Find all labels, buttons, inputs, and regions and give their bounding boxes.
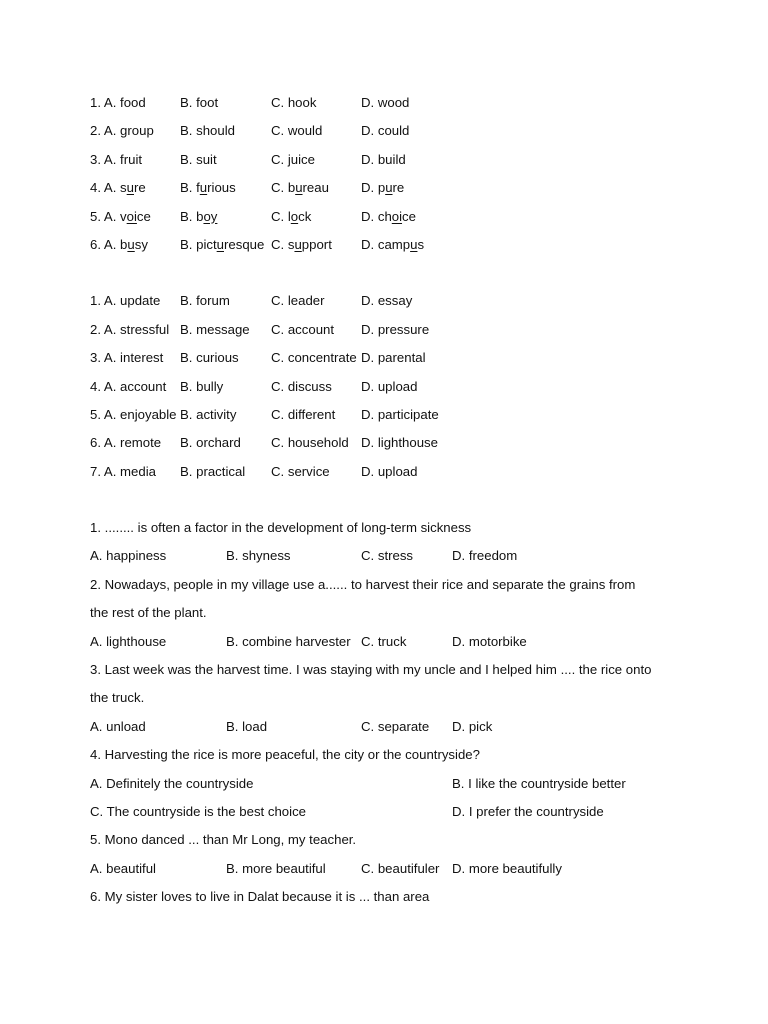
answer-option: D. freedom bbox=[452, 548, 518, 564]
answer-option: A. lighthouse bbox=[90, 633, 167, 649]
word-part: s bbox=[417, 236, 425, 252]
word-part: ce bbox=[402, 208, 416, 224]
word-part: re bbox=[134, 180, 146, 196]
question-text: 2. Nowadays, people in my village use a...... to harvest their rice and separate the grains from bbox=[90, 576, 636, 592]
question-stem bbox=[90, 659, 690, 687]
answer-option: D. I prefer the countryside bbox=[452, 803, 604, 819]
option-cell bbox=[271, 177, 329, 199]
option-cell: C. household bbox=[271, 435, 349, 451]
pronunciation-question-row bbox=[90, 206, 690, 234]
option-cell: B. bully bbox=[180, 378, 224, 394]
option-cell: B. orchard bbox=[180, 435, 241, 451]
option-cell: D. pressure bbox=[361, 321, 430, 337]
word-part: B. b bbox=[180, 208, 204, 224]
word-part: reau bbox=[302, 180, 329, 196]
underlined-sound: u bbox=[127, 236, 135, 252]
word-part: C. s bbox=[271, 236, 295, 252]
word-part: B. pict bbox=[180, 236, 217, 252]
option-cell bbox=[361, 234, 424, 256]
underlined-sound: u bbox=[199, 180, 208, 196]
option-cell: 3. A. interest bbox=[90, 350, 164, 366]
option-cell bbox=[271, 206, 311, 228]
stress-question-row bbox=[90, 319, 690, 347]
option-cell: C. juice bbox=[271, 151, 315, 167]
option-cell: D. lighthouse bbox=[361, 435, 438, 451]
option-cell: C. service bbox=[271, 463, 330, 479]
answer-option: D. pick bbox=[452, 718, 493, 734]
question-stem bbox=[90, 517, 690, 545]
answer-option: A. happiness bbox=[90, 548, 167, 564]
question-text: 1. ........ is often a factor in the development of long-term sickness bbox=[90, 520, 472, 536]
option-cell bbox=[361, 206, 416, 228]
pronunciation-question-row bbox=[90, 177, 690, 205]
word-part: D. ch bbox=[361, 208, 392, 224]
underlined-sound: u bbox=[294, 236, 302, 252]
word-part: sy bbox=[134, 236, 148, 252]
option-cell: 1. A. food bbox=[90, 95, 146, 110]
answer-option: B. I like the countryside better bbox=[452, 775, 626, 791]
option-cell: C. hook bbox=[271, 95, 317, 110]
question-stem bbox=[90, 829, 690, 857]
answer-option: C. separate bbox=[361, 718, 430, 734]
option-cell: D. upload bbox=[361, 378, 418, 394]
pronunciation-question-row bbox=[90, 234, 690, 262]
section-gap bbox=[90, 262, 690, 290]
answer-option: C. truck bbox=[361, 633, 407, 649]
section-gap bbox=[90, 489, 690, 517]
word-part: 4. A. s bbox=[90, 180, 127, 196]
option-cell: C. different bbox=[271, 406, 336, 422]
option-cell: D. essay bbox=[361, 293, 413, 309]
answer-option: A. unload bbox=[90, 718, 146, 734]
stress-question-row bbox=[90, 347, 690, 375]
option-cell bbox=[271, 234, 332, 256]
question-stem bbox=[90, 886, 690, 914]
option-cell: D. upload bbox=[361, 463, 418, 479]
option-cell: B. foot bbox=[180, 95, 219, 110]
stress-section bbox=[90, 290, 690, 489]
option-cell: B. activity bbox=[180, 406, 237, 422]
answer-options-row bbox=[90, 545, 690, 573]
option-cell: 1. A. update bbox=[90, 293, 161, 309]
question-text: 3. Last week was the harvest time. I was staying with my uncle and I helped him .... the rice onto bbox=[90, 662, 652, 678]
question-stem bbox=[90, 687, 690, 715]
worksheet-content bbox=[90, 92, 690, 915]
word-part: 6. A. b bbox=[90, 236, 128, 252]
answer-option: D. more beautifully bbox=[452, 860, 562, 876]
answer-option: C. The countryside is the best choice bbox=[90, 803, 306, 819]
underlined-sound: u bbox=[216, 236, 224, 252]
option-cell bbox=[90, 206, 151, 228]
option-cell bbox=[180, 177, 236, 199]
word-part: ck bbox=[298, 208, 312, 224]
option-cell bbox=[90, 177, 146, 199]
underlined-sound: u bbox=[410, 236, 418, 252]
word-part: pport bbox=[301, 236, 332, 252]
word-part: 5. A. v bbox=[90, 208, 127, 224]
question-text: the rest of the plant. bbox=[90, 605, 207, 621]
option-cell: 2. A. group bbox=[90, 123, 154, 139]
option-cell: D. participate bbox=[361, 406, 439, 422]
word-part: D. p bbox=[361, 180, 386, 196]
question-text: 4. Harvesting the rice is more peaceful, the city or the countryside? bbox=[90, 747, 480, 763]
question-stem bbox=[90, 602, 690, 630]
pronunciation-question-row bbox=[90, 120, 690, 148]
underlined-sound: oi bbox=[391, 208, 403, 224]
stress-question-row bbox=[90, 376, 690, 404]
answer-options-row bbox=[90, 773, 690, 801]
pronunciation-section bbox=[90, 92, 690, 262]
word-part: re bbox=[392, 180, 405, 196]
option-cell: 7. A. media bbox=[90, 463, 156, 479]
option-cell: B. message bbox=[180, 321, 250, 337]
option-cell bbox=[180, 234, 264, 256]
option-cell: B. forum bbox=[180, 293, 230, 309]
underlined-sound: u bbox=[126, 180, 134, 196]
answer-option: B. combine harvester bbox=[226, 633, 351, 649]
word-part: C. l bbox=[271, 208, 291, 224]
answer-option: B. more beautiful bbox=[226, 860, 326, 876]
stress-question-row bbox=[90, 461, 690, 489]
word-part: B. f bbox=[180, 180, 200, 196]
option-cell: B. should bbox=[180, 123, 235, 139]
option-cell: 5. A. enjoyable bbox=[90, 406, 177, 422]
option-cell: C. concentrate bbox=[271, 350, 357, 366]
option-cell bbox=[90, 234, 148, 256]
underlined-sound: oy bbox=[203, 208, 218, 224]
answer-options-row bbox=[90, 858, 690, 886]
word-part: C. b bbox=[271, 180, 296, 196]
answer-option: A. beautiful bbox=[90, 860, 156, 876]
option-cell: 2. A. stressful bbox=[90, 321, 170, 337]
underlined-sound: oi bbox=[126, 208, 137, 224]
word-part: ce bbox=[136, 208, 151, 224]
option-cell: 4. A. account bbox=[90, 378, 167, 394]
question-stem bbox=[90, 744, 690, 772]
answer-option: D. motorbike bbox=[452, 633, 527, 649]
word-part: D. camp bbox=[361, 236, 411, 252]
question-text: the truck. bbox=[90, 690, 145, 706]
option-cell: B. curious bbox=[180, 350, 239, 366]
stress-question-row bbox=[90, 404, 690, 432]
word-part: resque bbox=[224, 236, 265, 252]
pronunciation-question-row bbox=[90, 149, 690, 177]
pronunciation-question-row bbox=[90, 92, 690, 120]
underlined-sound: u bbox=[385, 180, 393, 196]
question-stem bbox=[90, 574, 690, 602]
multiple-choice-section bbox=[90, 517, 690, 914]
answer-option: C. beautifuler bbox=[361, 860, 440, 876]
stress-question-row bbox=[90, 432, 690, 460]
option-cell: 6. A. remote bbox=[90, 435, 162, 451]
option-cell: C. account bbox=[271, 321, 335, 337]
option-cell: B. practical bbox=[180, 463, 246, 479]
option-cell: D. could bbox=[361, 123, 410, 139]
answer-option: B. load bbox=[226, 718, 268, 734]
option-cell: 3. A. fruit bbox=[90, 151, 143, 167]
question-text: 5. Mono danced ... than Mr Long, my teacher. bbox=[90, 832, 357, 848]
option-cell bbox=[361, 177, 404, 199]
answer-option: A. Definitely the countryside bbox=[90, 775, 254, 791]
option-cell: B. suit bbox=[180, 151, 217, 167]
stress-question-row bbox=[90, 290, 690, 318]
question-text: 6. My sister loves to live in Dalat because it is ... than area bbox=[90, 889, 430, 905]
option-cell: C. discuss bbox=[271, 378, 332, 394]
answer-option: B. shyness bbox=[226, 548, 291, 564]
option-cell: D. parental bbox=[361, 350, 426, 366]
answer-options-row bbox=[90, 631, 690, 659]
answer-options-row bbox=[90, 716, 690, 744]
option-cell bbox=[180, 206, 217, 228]
word-part: rious bbox=[207, 180, 236, 196]
option-cell: C. leader bbox=[271, 293, 325, 309]
option-cell: D. build bbox=[361, 151, 406, 167]
answer-options-row bbox=[90, 801, 690, 829]
underlined-sound: u bbox=[295, 180, 303, 196]
answer-option: C. stress bbox=[361, 548, 414, 564]
option-cell: C. would bbox=[271, 123, 323, 139]
option-cell: D. wood bbox=[361, 95, 410, 110]
underlined-sound: o bbox=[290, 208, 299, 224]
